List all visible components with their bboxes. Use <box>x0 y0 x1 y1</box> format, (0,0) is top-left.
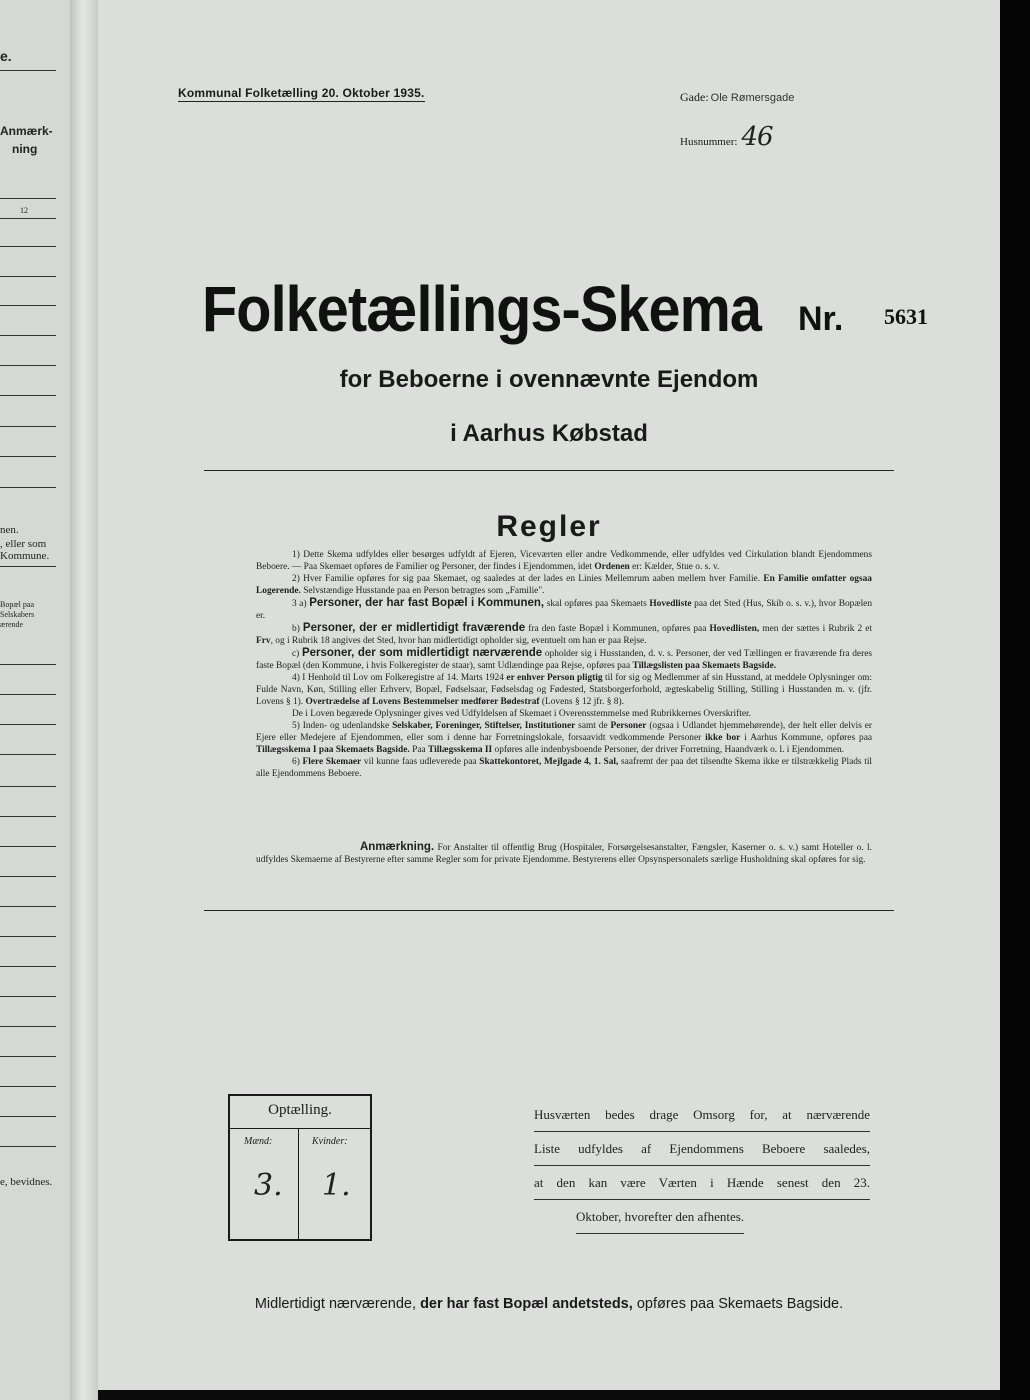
remark-heading: Anmærkning. <box>360 841 435 853</box>
divider <box>0 906 56 907</box>
left-fragment: Kommune. <box>0 550 50 562</box>
rule-3a: 3 a) Personer, der har fast Bopæl i Kommunen, skal opføres paa Skemaets Hovedliste paa det Sted (Hus, Skib o. s. v.), hvor Bopælen er. <box>256 597 873 621</box>
count-box-rule <box>230 1128 370 1129</box>
divider <box>0 395 56 396</box>
women-count: 1. <box>322 1168 351 1203</box>
left-fragment-anmaerk: Anmærk- <box>0 124 53 138</box>
divider <box>0 966 56 967</box>
left-fragment: , eller som <box>0 538 47 550</box>
house-number-value: 46 <box>741 122 773 152</box>
divider <box>0 456 56 457</box>
divider-rule <box>204 470 894 471</box>
divider <box>0 426 56 427</box>
form-subtitle: for Beboerne i ovennævnte Ejendom <box>339 366 759 393</box>
count-box <box>228 1094 372 1241</box>
divider <box>0 566 56 567</box>
notice-line: at den kan være Værten i Hænde senest den 23. <box>534 1166 870 1200</box>
scan-edge <box>1000 0 1030 1400</box>
rule-3b: b) Personer, der er midlertidigt fraværende fra den faste Bopæl i Kommunen, opføres paa Hovedlisten, men der sættes i Rubrik 2 et Frv, og i Rubrik 18 angives det Sted, hvor han midlertidigt opholder sig, eventuelt om han er paa Rejse. <box>256 622 873 646</box>
divider <box>0 198 56 199</box>
form-number-label: Nr. <box>798 300 844 338</box>
census-form-page <box>98 0 1000 1390</box>
census-header: Kommunal Folketælling 20. Oktober 1935. <box>178 86 425 100</box>
notice-line: Husværten bedes drage Omsorg for, at nærværende <box>534 1098 870 1132</box>
rule-4-note: De i Loven begærede Oplysninger gives ved Udfyldelsen af Skemaet i Overensstemmelse med Rubrikkernes Overskrifter. <box>292 709 751 719</box>
divider <box>0 1116 56 1117</box>
remark-text: For Anstalter til offentlig Brug (Hospitaler, Forsørgelsesanstalter, Fængsler, Kaserner o. s. v.) samt Hoteller o. l. udfyldes Skemaerne af Bestyrerne efter samme Regler som for private Ejendomme. Bestyrerens eller Opsynspersonalets særlige Husholdning skal opføres for sig. <box>256 843 873 865</box>
divider <box>0 218 56 219</box>
left-column-number: 12 <box>20 206 28 215</box>
divider <box>0 1056 56 1057</box>
divider <box>0 996 56 997</box>
divider <box>0 724 56 725</box>
rules-body <box>256 549 872 780</box>
notice-line: Oktober, hvorefter den afhentes. <box>576 1200 744 1234</box>
divider <box>0 1086 56 1087</box>
rule-4: 4) I Henhold til Lov om Folkeregistre af 14. Marts 1924 er enhver Person pligtig til for sig og Medlemmer af sin Husstand, at meddele Oplysninger om: Fulde Navn, Køn, Stilling eller Erhverv, Bopæl, Fødselsaar, Fødselsdag og Fødested, Statsborgerforhold, ægteskabelig Stilling, Stilling i Husstanden m. v. (jfr. Lovens § 1). Overtrædelse af Lovens Bestemmelser medfører Bødestraf (Lovens § 12 jfr. § 8). <box>256 673 873 707</box>
divider <box>0 276 56 277</box>
remark-paragraph <box>256 841 872 866</box>
divider <box>0 1146 56 1147</box>
divider <box>0 246 56 247</box>
women-label: Kvinder: <box>312 1136 348 1147</box>
divider <box>0 786 56 787</box>
house-number-field <box>680 122 773 152</box>
left-fragment: ærende <box>0 620 24 629</box>
divider <box>0 305 56 306</box>
form-subtitle-city: i Aarhus Købstad <box>450 420 648 447</box>
rules-heading: Regler <box>496 510 602 543</box>
rule-2: 2) Hver Familie opføres for sig paa Skemaet, og saaledes at der lades en Linies Mellemrum aaben mellem hver Familie. En Familie omfatter ogsaa Logerende. Selvstændige Husstande paa en Person betragtes som „Familie". <box>256 574 872 596</box>
divider <box>0 754 56 755</box>
divider <box>0 365 56 366</box>
landlord-notice <box>534 1098 870 1234</box>
divider <box>0 694 56 695</box>
divider <box>0 936 56 937</box>
street-value: Ole Rømersgade <box>710 92 795 104</box>
left-fragment: e, bevidnes. <box>0 1176 53 1188</box>
notice-line: Liste udfyldes af Ejendommens Beboere saaledes, <box>534 1132 870 1166</box>
divider <box>0 335 56 336</box>
form-number: 5631 <box>884 304 928 329</box>
rule-6: 6) Flere Skemaer vil kunne faas udleverede paa Skattekontoret, Mejlgade 4, 1. Sal, saafremt der paa det tilsendte Skema ikke er tilstrækkelig Plads til alle Ejendommens Beboere. <box>256 757 873 779</box>
divider <box>0 487 56 488</box>
rule-1: 1) Dette Skema udfyldes eller besørges udfyldt af Ejeren, Viceværten eller andre Vedkommende, eller udfyldes ved Cirkulation blandt Ejendommens Beboere. — Paa Skemaet opføres de Familier og Personer, der findes i Ejendommen, idet Ordenen er: Kælder, Stue o. s. v. <box>256 550 872 572</box>
divider <box>0 876 56 877</box>
street-field <box>680 90 794 105</box>
left-fragment-ning: ning <box>12 142 38 156</box>
divider <box>0 1026 56 1027</box>
street-label: Gade: <box>680 90 709 104</box>
men-count: 3. <box>254 1168 283 1203</box>
divider-rule <box>204 910 894 911</box>
left-page-strip <box>0 0 78 1400</box>
men-label: Mænd: <box>244 1136 273 1147</box>
footer-note: Midlertidigt nærværende, der har fast Bopæl andetsteds, opføres paa Skemaets Bagside. <box>254 1296 844 1312</box>
count-title: Optælling. <box>268 1102 332 1118</box>
left-fragment-top: e. <box>0 48 12 64</box>
divider <box>0 816 56 817</box>
count-box-column-rule <box>298 1128 299 1239</box>
rule-5: 5) Inden- og udenlandske Selskaber, Foreninger, Stiftelser, Institutioner samt de Personer (ogsaa i Udlandet hjemmehørende), der helt eller delvis er Ejere eller Medejere af Ejendommen, eller som i denne har Forretningslokale, forsaavidt vedkommende Personer ikke bor i Aarhus Kommune, opføres paa Tillægsskema I paa Skemaets Bagside. Paa Tillægsskema II opføres alle indenbysboende Personer, der driver Forretning, Haandværk o. l. i Ejendommen. <box>256 721 873 755</box>
house-number-label: Husnummer: <box>680 136 738 148</box>
divider <box>0 846 56 847</box>
divider <box>0 70 56 71</box>
left-fragment: Selskabers <box>0 610 35 619</box>
left-fragment: Bopæl paa <box>0 600 34 609</box>
book-binding <box>70 0 98 1400</box>
form-title: Folketællings-Skema <box>202 273 762 345</box>
divider <box>0 664 56 665</box>
rule-3c: c) Personer, der som midlertidigt nærværende opholder sig i Husstanden, d. v. s. Personer, der ved Tællingen er fraværende fra deres faste Bopæl (den Kommune, i hvis Folkeregister de staar), samt Udlændinge paa Rejse, opføres paa Tillægslisten paa Skemaets Bagside. <box>256 647 873 671</box>
left-fragment: nen. <box>0 524 19 536</box>
